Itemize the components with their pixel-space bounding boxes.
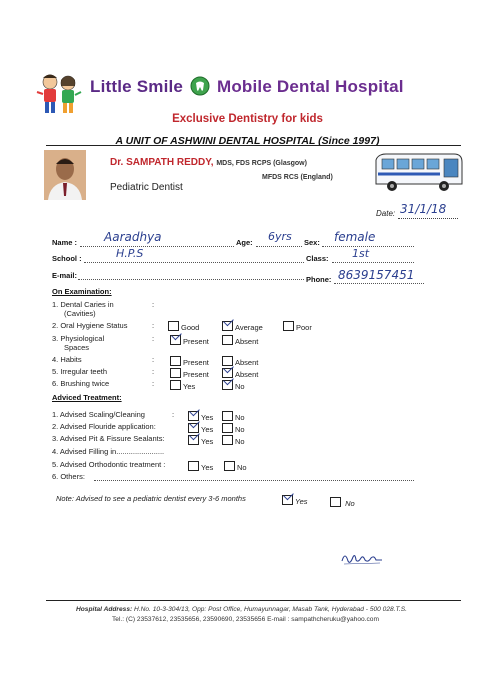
age-field-line[interactable] [256,246,302,247]
phone-field-line[interactable] [334,283,424,284]
date-value: 31/1/18 [400,202,447,216]
checkbox-spaces-present[interactable] [170,335,181,345]
checkbox-brushing-yes[interactable] [170,380,181,390]
school-label: School : [52,254,82,263]
treatment-heading: Adviced Treatment: [52,393,122,402]
colon: : [172,410,175,419]
checkbox-irregular-present[interactable] [170,368,181,378]
option-note-yes[interactable]: Yes [282,495,308,506]
colon: : [152,355,155,364]
option-spaces-absent[interactable]: Absent [222,335,258,346]
option-ortho-no[interactable]: No [224,461,247,472]
doctor-role: Pediatric Dentist [110,182,183,193]
note-text: Note: Advised to see a pediatric dentist every 3-6 months [56,494,246,503]
name-field-line[interactable] [80,246,234,247]
checkbox-spaces-absent[interactable] [222,335,233,345]
doctor-portrait-icon [44,150,86,200]
exam-item-irregular-teeth: 5. Irregular teeth [52,367,108,376]
age-value: 6yrs [268,230,292,243]
name-value: Aaradhya [104,230,162,244]
date-label: Date: [376,209,396,218]
colon: : [152,300,155,309]
treatment-others: 6. Others: [52,472,85,481]
option-ortho-yes[interactable]: Yes [188,461,213,472]
colon: : [152,379,155,388]
checkbox-ortho-no[interactable] [224,461,235,471]
checkbox-ortho-yes[interactable] [188,461,199,471]
option-sealants-no[interactable]: No [222,435,245,446]
option-good[interactable]: Good [168,321,199,332]
exam-item-dental-caries: 1. Dental Caries in [52,300,114,309]
school-value: H.P.S [116,247,144,260]
exam-item-physiological: 3. Physiological [52,334,105,343]
school-field-line[interactable] [84,262,304,263]
sex-label: Sex: [304,238,320,247]
tagline: Exclusive Dentistry for kids [172,113,323,125]
doctor-qualifications: MFDS RCS (England) [262,174,333,181]
exam-item-physiological-sub: Spaces [64,343,90,352]
class-label: Class: [306,254,329,263]
email-field-line[interactable] [78,279,304,280]
header-divider [46,145,461,146]
option-note-no[interactable]: No [330,497,355,508]
colon: : [152,321,155,330]
doctor-signature-icon [340,549,384,567]
option-average[interactable]: Average [222,321,263,332]
checkbox-poor[interactable] [283,321,294,331]
kids-logo-icon [34,72,84,116]
option-spaces-present[interactable]: Present [170,335,209,346]
option-sealants-yes[interactable]: Yes [188,435,213,446]
checkbox-note-no[interactable] [330,497,341,507]
colon: : [152,334,155,343]
treatment-scaling: 1. Advised Scaling/Cleaning [52,410,145,419]
exam-item-brushing: 6. Brushing twice [52,379,110,388]
checkbox-note-yes[interactable] [282,495,293,505]
checkbox-fluoride-no[interactable] [222,423,233,433]
doctor-photo [44,150,86,200]
exam-item-habits: 4. Habits [52,355,82,364]
footer-divider [46,600,461,601]
email-label: E-mail: [52,271,78,280]
option-scaling-no[interactable]: No [222,411,245,422]
checkbox-scaling-no[interactable] [222,411,233,421]
footer-address: Hospital Address: H.No. 10-3-304/13, Opp: Post Office, Humayunnagar, Masab Tank, Hyderabad - 500 028.T.S. [76,606,407,613]
exam-item-oral-hygiene: 2. Oral Hygiene Status [52,321,128,330]
option-irregular-present[interactable]: Present [170,368,209,379]
checkbox-sealants-yes[interactable] [188,435,199,445]
phone-label: Phone: [306,275,332,284]
exam-item-dental-caries-sub: (Cavities) [64,309,96,318]
class-value: 1st [352,247,370,260]
doctor-name: Dr. SAMPATH REDDY, MDS, FDS RCPS (Glasgow) [110,157,307,168]
others-field-line[interactable] [94,480,414,481]
treatment-filling: 4. Advised Filling in....................... [52,447,165,456]
tooth-ball-icon [190,76,210,96]
footer-contact: Tel.: (C) 23537612, 23535656, 23590690, 23535656 E-mail : sampathcheruku@yahoo.com [112,616,379,623]
option-brushing-yes[interactable]: Yes [170,380,195,391]
treatment-sealants: 3. Advised Pit & Fissure Sealants: [52,434,165,443]
option-habits-present[interactable]: Present [170,356,209,367]
checkbox-habits-present[interactable] [170,356,181,366]
mobile-dental-bus-icon [372,150,464,196]
name-label: Name : [52,238,78,247]
age-label: Age: [236,238,253,247]
checkbox-sealants-no[interactable] [222,435,233,445]
option-irregular-absent[interactable]: Absent [222,368,258,379]
date-underline [398,218,458,219]
sex-value: female [334,230,376,244]
hospital-title: Little Smile Mobile Dental Hospital [90,77,404,96]
treatment-fluoride: 2. Advised Flouride application: [52,422,156,431]
examination-heading: On Examination: [52,287,112,296]
option-habits-absent[interactable]: Absent [222,356,258,367]
unit-line: A UNIT OF ASHWINI DENTAL HOSPITAL (Since 1997) [115,135,380,147]
option-poor[interactable]: Poor [283,321,312,332]
colon: : [152,367,155,376]
option-fluoride-yes[interactable]: Yes [188,423,213,434]
option-scaling-yes[interactable]: Yes [188,411,213,422]
phone-value: 8639157451 [338,268,415,282]
option-brushing-no[interactable]: No [222,380,245,391]
treatment-orthodontic: 5. Advised Orthodontic treatment : [52,460,166,469]
checkbox-brushing-no[interactable] [222,380,233,390]
checkbox-average[interactable] [222,321,233,331]
class-field-line[interactable] [332,262,414,263]
option-fluoride-no[interactable]: No [222,423,245,434]
